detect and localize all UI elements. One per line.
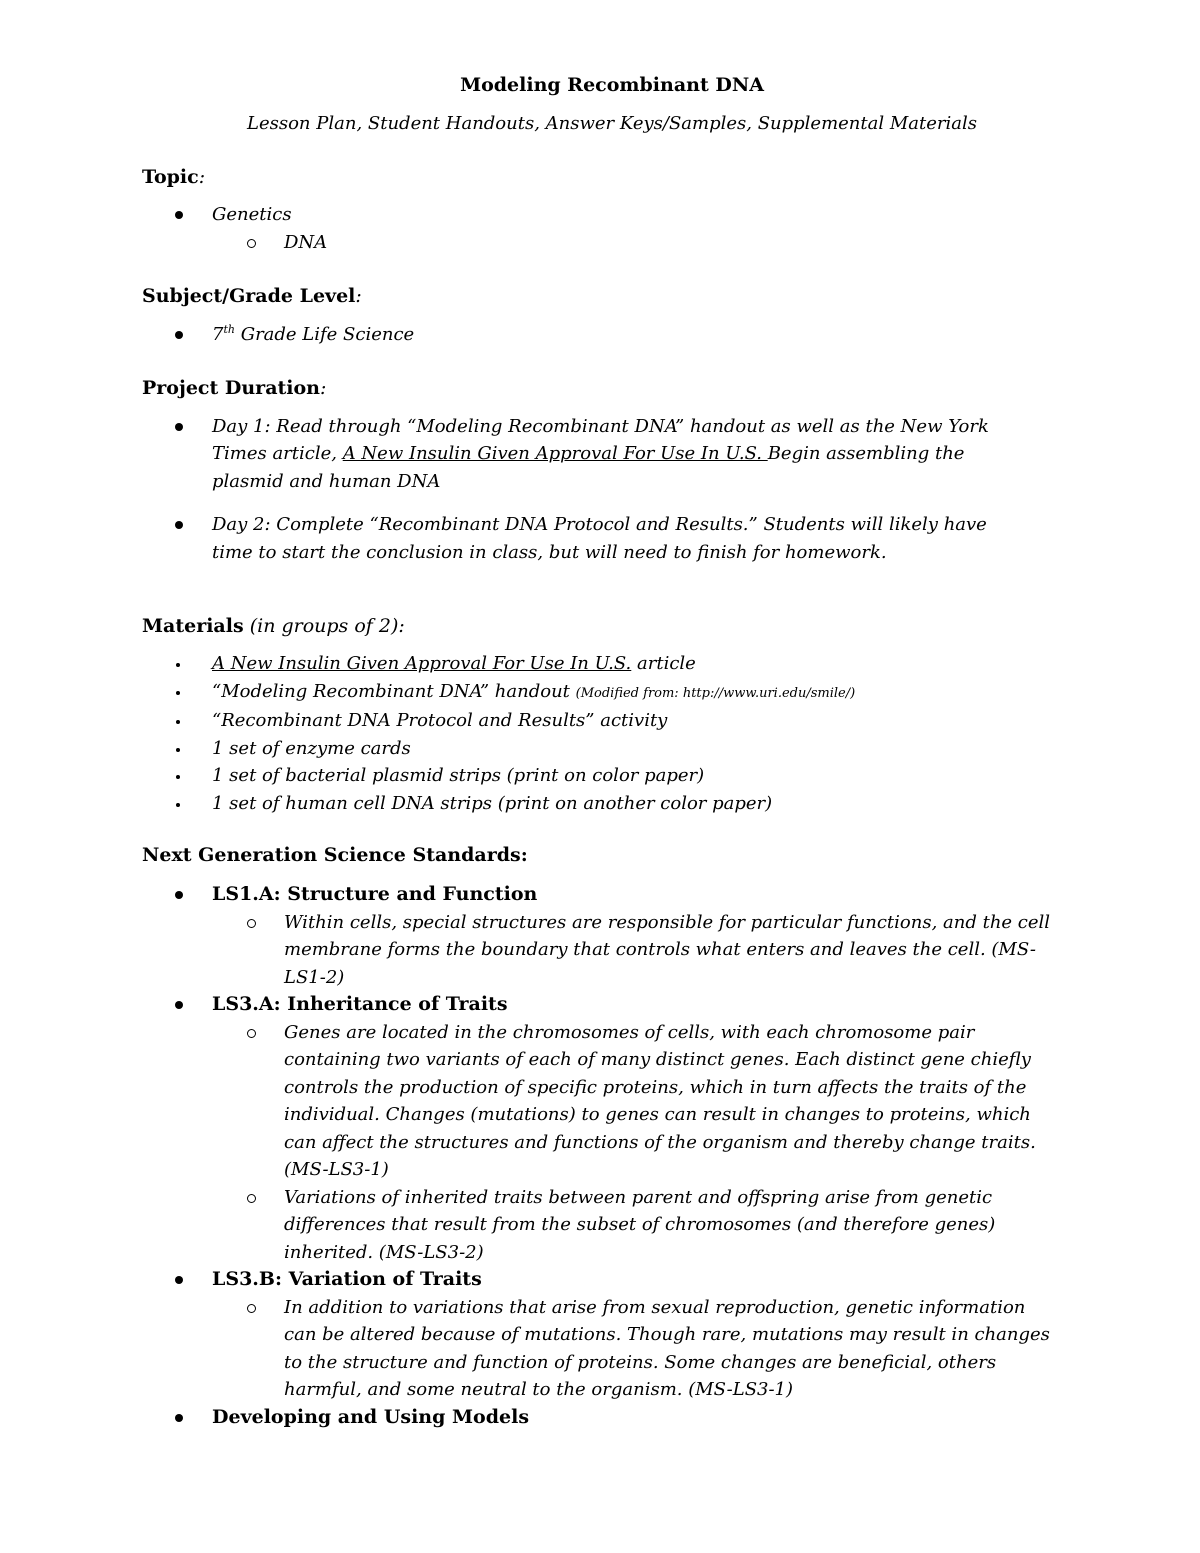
standard-item [142, 1266, 1082, 1294]
bullet-icon [175, 1276, 183, 1284]
bullet-icon [175, 1001, 183, 1009]
bullet-icon [175, 423, 183, 431]
material-text: “Modeling Recombinant DNA” handout [212, 680, 576, 702]
grade-list [142, 321, 1082, 349]
ngss-list [142, 881, 1082, 1431]
standard-title: LS1.A: Structure and Function [212, 883, 538, 905]
duration-day1 [142, 413, 1082, 496]
standard-text: Variations of inherited traits between parent and offspring arise from genetic differences that result from the subset of chromosomes (and therefore genes) inherited. (MS-LS3-2) [284, 1186, 996, 1263]
materials-heading [142, 612, 1082, 640]
bullet-icon [176, 691, 180, 695]
standard-subitem [142, 1184, 1082, 1267]
circle-bullet-icon [247, 239, 256, 248]
standard-title: Developing and Using Models [212, 1405, 530, 1428]
material-item [142, 678, 1082, 708]
grade-rest: Grade Life Science [234, 324, 415, 345]
standard-subitem [142, 909, 1082, 992]
bullet-icon [175, 891, 183, 899]
material-item [142, 762, 1082, 790]
duration-heading-label: Project Duration [142, 376, 320, 399]
circle-bullet-icon [247, 1304, 256, 1313]
standard-item [142, 881, 1082, 909]
bullet-icon [175, 331, 183, 339]
document-title: Modeling Recombinant DNA [460, 74, 764, 96]
bullet-icon [176, 720, 180, 724]
grade-item [142, 321, 1082, 349]
standard-text: In addition to variations that arise from sexual reproduction, genetic information can be altered because of mutations. Though rare, mutations may result in changes to the structure and function of proteins. Some changes are beneficial, others harmful, and some neutral to the organism. (MS-LS3-1) [284, 1296, 1050, 1400]
bullet-icon [176, 663, 180, 667]
material-item [142, 790, 1082, 818]
topic-item-text: Genetics [212, 204, 292, 225]
ngss-heading: Next Generation Science Standards: [142, 844, 528, 866]
duration-list [142, 413, 1082, 567]
standard-subitem [142, 1019, 1082, 1184]
material-source-note: (Modified from: http://www.uri.edu/smile/) [575, 685, 856, 701]
duration-heading [142, 374, 1082, 402]
topic-item [142, 201, 1082, 229]
bullet-icon [176, 803, 180, 807]
material-text: 1 set of bacterial plasmid strips (print on color paper) [212, 765, 705, 786]
circle-bullet-icon [247, 1194, 256, 1203]
circle-bullet-icon [247, 1029, 256, 1038]
bullet-icon [175, 521, 183, 529]
material-item [142, 735, 1082, 763]
circle-bullet-icon [247, 919, 256, 928]
standard-subitem [142, 1294, 1082, 1404]
bullet-icon [176, 748, 180, 752]
standard-item [142, 991, 1082, 1019]
standard-text: Within cells, special structures are responsible for particular functions, and the cell membrane forms the boundary that controls what enters and leaves the cell. (MS-LS1-2) [284, 911, 1051, 988]
grade-heading-colon: : [355, 285, 362, 307]
grade-heading [142, 282, 1082, 310]
bullet-icon [175, 211, 183, 219]
topic-list [142, 201, 1082, 256]
bullet-icon [175, 1414, 183, 1422]
duration-heading-colon: : [320, 376, 327, 399]
day1-text-b: Begin assembling the plasmid and human DNA [212, 443, 965, 492]
grade-num: 7 [212, 324, 224, 345]
grade-heading-label: Subject/Grade Level [142, 285, 356, 307]
material-text: article [631, 653, 696, 674]
bullet-icon [176, 775, 180, 779]
topic-subitem [142, 229, 1082, 257]
materials-heading-label: Materials [142, 615, 244, 637]
day1-text-a: Day 1: Read through “Modeling Recombinant DNA” handout as well as the New York Times article, [212, 415, 989, 464]
document-subtitle: Lesson Plan, Student Handouts, Answer Keys/Samples, Supplemental Materials [247, 113, 977, 134]
grade-sup: th [223, 323, 235, 336]
standard-title: LS3.A: Inheritance of Traits [212, 993, 508, 1015]
insulin-article-link[interactable]: A New Insulin Given Approval For Use In U.S. [212, 653, 632, 674]
materials-heading-paren: (in groups of 2): [243, 615, 405, 637]
material-text: 1 set of human cell DNA strips (print on another color paper) [212, 792, 773, 814]
standard-title: LS3.B: Variation of Traits [212, 1268, 482, 1290]
insulin-article-link[interactable]: A New Insulin Given Approval For Use In U.S. [342, 443, 768, 464]
topic-subitem-text: DNA [284, 231, 328, 253]
material-text: 1 set of enzyme cards [212, 737, 411, 759]
standard-item [142, 1404, 1082, 1432]
day2-text: Day 2: Complete “Recombinant DNA Protocol and Results.” Students will likely have time to start the conclusion in class, but will need to finish for homework. [212, 514, 987, 563]
topic-heading-label: Topic [142, 166, 199, 188]
materials-list [142, 650, 1082, 817]
document-page [142, 70, 1082, 1431]
topic-heading-colon: : [198, 166, 206, 188]
material-text: “Recombinant DNA Protocol and Results” activity [212, 710, 668, 731]
standard-text: Genes are located in the chromosomes of cells, with each chromosome pair containing two variants of each of many distinct genes. Each distinct gene chiefly controls the production of specific proteins, which in turn affects the traits of the individual. Changes (mutations) to genes can result in changes to proteins, which can affect the structures and functions of the organism and thereby change traits. (MS-LS3-1) [284, 1021, 1036, 1180]
duration-day2 [142, 511, 1082, 566]
material-item [142, 650, 1082, 678]
material-item [142, 707, 1082, 735]
topic-heading [142, 163, 1082, 191]
